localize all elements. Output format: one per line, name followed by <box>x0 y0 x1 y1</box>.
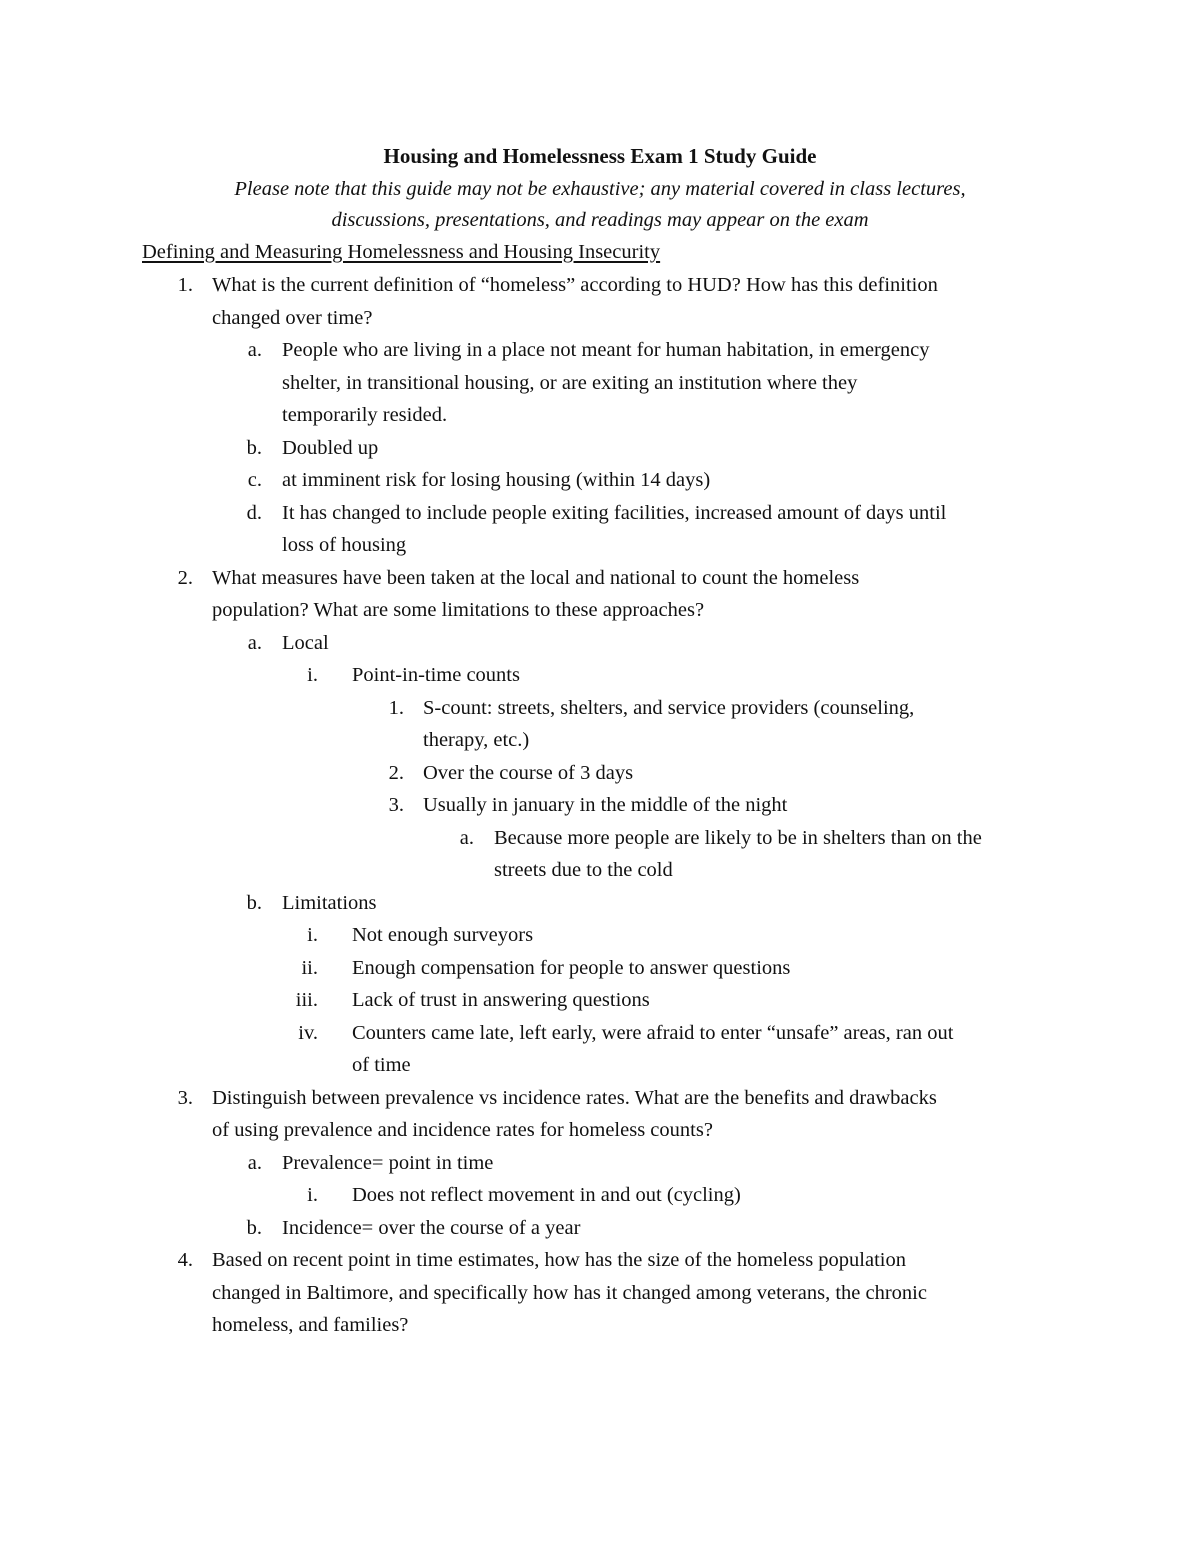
list-item-text: therapy, etc.) <box>423 729 530 751</box>
list-marker: c. <box>247 469 262 491</box>
list-marker: i. <box>307 924 318 946</box>
list-item-text: temporarily resided. <box>282 404 448 426</box>
list-marker: a. <box>247 339 262 361</box>
list-item-text: Enough compensation for people to answer questions <box>352 956 791 979</box>
list-item-text: Usually in january in the middle of the night <box>423 794 788 816</box>
list-item-text: Counters came late, left early, were afraid to enter “unsafe” areas, ran out <box>352 1021 954 1044</box>
list-marker: 3. <box>177 1086 193 1109</box>
list-marker: 2. <box>177 566 193 589</box>
list-item-text: shelter, in transitional housing, or are exiting an institution where they <box>282 371 858 394</box>
document-title: Housing and Homelessness Exam 1 Study Guide <box>383 144 817 168</box>
list-item-text: Not enough surveyors <box>352 924 534 946</box>
list-item-text: Local <box>282 631 329 654</box>
list-marker: iv. <box>298 1021 318 1044</box>
list-item-text: of using prevalence and incidence rates for homeless counts? <box>212 1119 713 1141</box>
list-item-text: Doubled up <box>282 436 379 459</box>
list-item-text: S-count: streets, shelters, and service providers (counseling, <box>423 696 915 719</box>
list-item-text: loss of housing <box>282 534 407 556</box>
list-marker: a. <box>459 826 474 849</box>
list-marker: a. <box>247 631 262 654</box>
list-marker: iii. <box>295 989 318 1011</box>
list-marker: b. <box>246 891 262 914</box>
note-line-2: discussions, presentations, and readings may appear on the exam <box>331 209 869 231</box>
section-heading: Defining and Measuring Homelessness and Housing Insecurity <box>142 241 661 263</box>
list-item-text: Because more people are likely to be in shelters than on the <box>494 826 982 849</box>
list-marker: i. <box>307 1184 318 1206</box>
list-item-text: Does not reflect movement in and out (cycling) <box>352 1184 741 1206</box>
list-item-text: homeless, and families? <box>212 1314 409 1336</box>
list-marker: 1. <box>388 696 404 719</box>
list-item-text: Over the course of 3 days <box>423 761 634 784</box>
list-item-text: population? What are some limitations to these approaches? <box>212 599 705 621</box>
list-item-text: What is the current definition of “homeless” according to HUD? How has this definition <box>212 274 938 296</box>
note-line-1: Please note that this guide may not be exhaustive; any material covered in class lectures, <box>234 178 966 200</box>
list-item-text: at imminent risk for losing housing (within 14 days) <box>282 469 711 491</box>
list-marker: a. <box>247 1151 262 1174</box>
list-marker: d. <box>246 501 262 524</box>
list-item-text: People who are living in a place not meant for human habitation, in emergency <box>282 339 930 361</box>
list-marker: i. <box>307 664 318 686</box>
list-marker: 1. <box>177 274 193 296</box>
list-item-text: changed in Baltimore, and specifically how has it changed among veterans, the chronic <box>212 1281 927 1304</box>
list-item-text: Based on recent point in time estimates, how has the size of the homeless population <box>212 1249 906 1271</box>
list-item-text: Prevalence= point in time <box>282 1151 494 1174</box>
list-item-text: Incidence= over the course of a year <box>282 1216 581 1239</box>
list-marker: 2. <box>388 761 404 784</box>
list-marker: 3. <box>388 794 404 816</box>
list-item-text: What measures have been taken at the local and national to count the homeless <box>212 566 860 589</box>
list-marker: ii. <box>301 956 318 979</box>
list-item-text: Lack of trust in answering questions <box>352 989 650 1011</box>
list-item-text: of time <box>352 1054 411 1076</box>
list-marker: b. <box>246 1216 262 1239</box>
list-item-text: streets due to the cold <box>494 859 673 881</box>
list-item-text: Limitations <box>282 891 377 914</box>
list-item-text: Point-in-time counts <box>352 664 520 686</box>
list-item-text: changed over time? <box>212 306 373 329</box>
list-marker: b. <box>246 436 262 459</box>
list-marker: 4. <box>177 1249 193 1271</box>
list-item-text: Distinguish between prevalence vs incidence rates. What are the benefits and drawbacks <box>212 1086 937 1109</box>
list-item-text: It has changed to include people exiting facilities, increased amount of days until <box>282 501 947 524</box>
